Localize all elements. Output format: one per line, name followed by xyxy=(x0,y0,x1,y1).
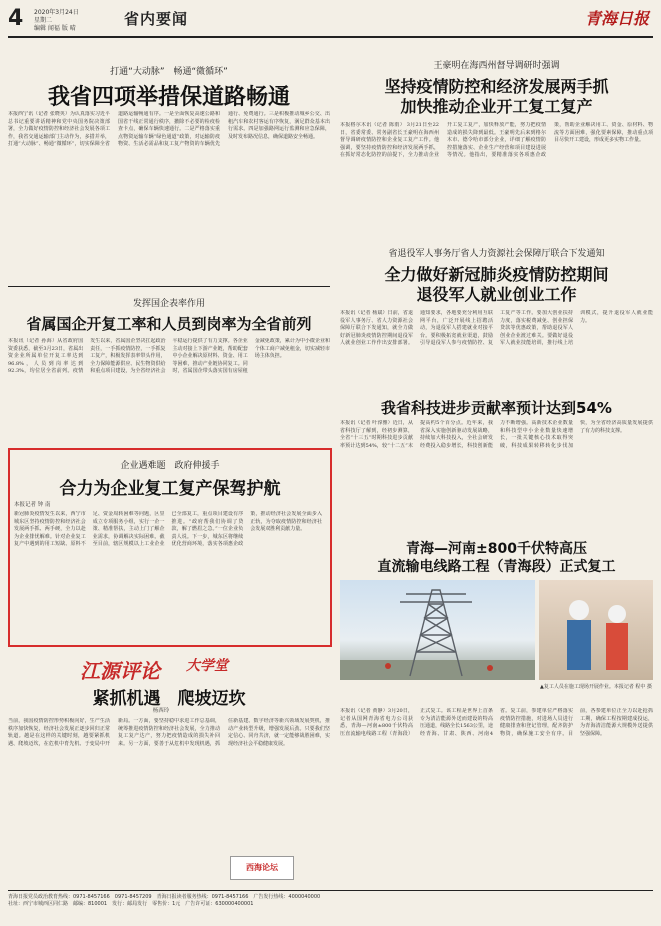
photo-caption: ▲复工人员在施工现场开展作业。本报记者 程中 摄 xyxy=(540,684,653,690)
photo-workers xyxy=(539,580,653,680)
section-title: 省内要闻 xyxy=(124,10,189,28)
article6-body: 本报讯（记者 叶淳雅）近日，从省科技厅了解到，经初步测算，全省“十三五”时期科技进步贡献率预计达到54%，较“十二五”末提高约5个百分点。近年来，我省深入实施创新驱动发展战略，持续加大科技投入，全社会研发经费投入稳步增长，科技创新能力不断增强。高新技术企业数量和科技型中小企业数量快速增长，一批关键核心技术取得突破，科技成果转移转化步伐加快，为全省经济高质量发展提供了有力的科技支撑。 xyxy=(340,420,653,449)
article8-title: 紧抓机遇 爬坡迈坎 xyxy=(92,689,246,709)
article5-title-line2: 退役军人就业创业工作 xyxy=(416,285,577,304)
article5-body: 本报讯（记者 杨斌）日前，省退役军人事务厅、省人力资源社会保障厅联合下发通知，就全力做好新冠肺炎疫情防控期间退役军人就业创业工作作出安排部署。通知要求，各地要充分利用互联网平台，广泛开展线上招聘活动，为退役军人搭建就业对接平台。要积极拓宽就业渠道，鼓励引导退役军人参与疫情防控、复工复产等工作。要加大创业扶持力度，落实税费减免、创业担保贷款等优惠政策，帮助退役军人创业企业渡过难关。要做好退役军人就业技能培训，推行线上培训模式，提升退役军人就业能力。 xyxy=(340,310,653,347)
photo-power-tower xyxy=(340,580,535,680)
article2-body: 本报讯（记者 孙海）从省政府国资委获悉，截至3月23日，省属出资企业所属单位开复工率达到96.8%，人员到岗率达到92.3%，均位居全省前列。疫情发生以来，省属国企坚决扛起政治责任，一手抓疫情防控，一手抓复工复产，积极发挥表率带头作用，全力保障能源供应、民生物资供给和重点项目建设，为全省经济社会平稳运行提供了有力支撑。各企业主动对接上下游产业链，帮助配套中小企业解决原材料、资金、用工等困难，推动产业链协同复工。同时，省属国企带头落实国有房屋租金减免政策，累计为中小微企业和个体工商户减免租金，切实减轻市场主体负担。 xyxy=(8,338,330,375)
newspaper-logo: 青海日报 xyxy=(584,9,649,28)
issue-editor: 编辑 闻福 版 晴 xyxy=(34,25,76,32)
article1-kicker: 打通“大动脉” 畅通“微循环” xyxy=(110,67,228,77)
issue-date: 2020年3月24日 xyxy=(34,9,79,16)
column-name: 江源评论 xyxy=(80,659,160,683)
article4-body: 本报格尔木讯（记者 陈雨） 3月21日至22日，省委常委、常务副省长王豪明在海西州督导调研疫情防控和企业复工复产工作。他强调，要坚持疫情防控和经济发展两手抓，在抓好常态化防控的前提下，全力推动企业开工复工复产，加快释放产能，努力把疫情造成的损失降到最低。王豪明先后来到格尔木市、德令哈市部分企业，详细了解疫情防控措施落实、企业生产经营和项目建设进展等情况。他指出，要精准落实各项惠企政策，帮助企业解决用工、资金、原材料、物流等方面困难，强化要素保障，推动重点项目尽快开工建设，形成更多实物工作量。 xyxy=(340,122,653,159)
article1-title: 我省四项举措保道路畅通 xyxy=(47,85,290,110)
footer-line1: 青海日报党员政治教育热线：0971-8457166 0971-8457209 青海日报读者服务热线：0971-8457166 广告发行热线：4000040000 xyxy=(8,894,321,900)
article2-kicker: 发挥国企表率作用 xyxy=(132,299,205,309)
article7-body: 本报讯（记者 黄静）3月20日，记者从国网青海省电力公司获悉，青海—河南±800千伏特高压直流输电线路工程（青海段）正式复工。该工程是世界上首条专为清洁能源外送而建设的特高压通道，线路全长1563公里，途经青海、甘肃、陕西、河南4省。复工前，参建单位严格落实疫情防控措施，对进场人员进行健康排查和登记管理，配齐防护物资，确保施工安全有序。目前，各参建单位正全力以赴抢抓工期，确保工程按期建成投运，为青海清洁能源大规模外送提供坚强保障。 xyxy=(340,708,653,737)
article3-body: 新冠肺炎疫情发生以来，西宁市城东区坚持疫情防控和经济社会发展两手抓、两手硬，全力以赴为企业排忧解难。针对企业复工复产中遇到的用工短缺、原料不足、资金周转困难等问题，区里成立专项服务小组，实行一企一策、精准帮扶，主动上门了解企业需求，协调解决实际困难。截至目前，辖区规模以上工业企业已全部复工，重点项目建设有序推进。“政府帮我们协调了贷款，解了燃眉之急。”一位企业负责人说。下一步，城东区将继续优化营商环境，落实各项惠企政策，推动经济社会发展全面步入正轨，为夺取疫情防控和经济社会发展双胜利贡献力量。 xyxy=(14,511,322,548)
article3-title: 合力为企业复工复产保驾护航 xyxy=(59,479,281,499)
divider xyxy=(8,286,330,287)
header-rule xyxy=(8,36,653,38)
article5-kicker: 省退役军人事务厅省人力资源社会保障厅联合下发通知 xyxy=(388,249,605,259)
article3-byline: 本报记者 钟 南 xyxy=(14,502,51,508)
article8-author: 杨西玲 xyxy=(152,708,170,714)
article3-kicker: 企业遇难题 政府伸援手 xyxy=(120,461,220,471)
footer xyxy=(8,894,653,908)
issue-meta xyxy=(34,9,79,33)
article1-body: 本报西宁讯（记者 张晓英）为认真落实习近平总书记重要讲话精神和党中央国务院决策部署，全力做好疫情防控和经济社会发展各项工作，我省交通运输部门主动作为，多措并举，打通“大动脉”、畅通“微循环”，切实保障全省道路运输畅通有序。一是全面恢复高速公路和国省干线正常通行秩序，撤除不必要的检疫检查卡点，确保车辆快速通行。二是严格落实重点物资运输车辆“绿色通道”政策，对运输防疫物资、生活必需品和复工复产物资的车辆优先通行、免费通行。三是积极推动城乡公交、出租汽车和农村客运有序恢复，满足群众基本出行需求。四是加强路网运行监测和应急保障，及时发布路况信息，确保道路安全畅通。 xyxy=(8,111,330,148)
article7-title-line2: 直流输电线路工程（青海段）正式复工 xyxy=(377,559,616,575)
footer-rule xyxy=(8,890,653,891)
issue-weekday: 星期二 xyxy=(34,17,53,24)
article7-title-line1: 青海—河南±800千伏特高压 xyxy=(406,541,587,557)
power-tower-illustration xyxy=(340,580,535,680)
article5-title-line1: 全力做好新冠肺炎疫情防控期间 xyxy=(384,265,609,284)
workers-illustration xyxy=(539,580,653,680)
forum-badge: 西海论坛 xyxy=(230,856,294,880)
article6-title: 我省科技进步贡献率预计达到54% xyxy=(381,399,612,417)
article4-kicker: 王豪明在海西州督导调研时强调 xyxy=(433,61,560,71)
article4-title-line1: 坚持疫情防控和经济发展两手抓 xyxy=(384,77,609,96)
footer-line2: 社址：西宁市城西区同仁路 邮编：810001 发行：邮局发行 零售价：1元 广告许可证：630000400001 xyxy=(8,901,254,907)
article4-title-line2: 加快推动企业开工复工复产 xyxy=(400,97,593,116)
column-sub: 大学堂 xyxy=(186,658,228,674)
article8-body: 当前，我国疫情防控形势积极向好，生产生活秩序加快恢复，经济社会发展正逐步回归正常轨道。越是在这样的关键时刻，越要紧抓机遇、爬坡迈坎，在危机中育先机、于变局中开新局。一方面，要坚持稳中求进工作总基调，统筹推进疫情防控和经济社会发展，全力推动复工复产达产，努力把疫情造成的损失补回来。另一方面，要善于从危机中发现机遇，抓住新基建、数字经济等新兴领域发展契机，推动产业转型升级，增强发展后劲。只要我们坚定信心、同舟共济，就一定能够战胜困难，实现经济社会平稳健康发展。 xyxy=(8,718,330,747)
page-number: 4 xyxy=(8,6,24,31)
article2-title: 省属国企开复工率和人员到岗率为全省前列 xyxy=(26,315,312,333)
